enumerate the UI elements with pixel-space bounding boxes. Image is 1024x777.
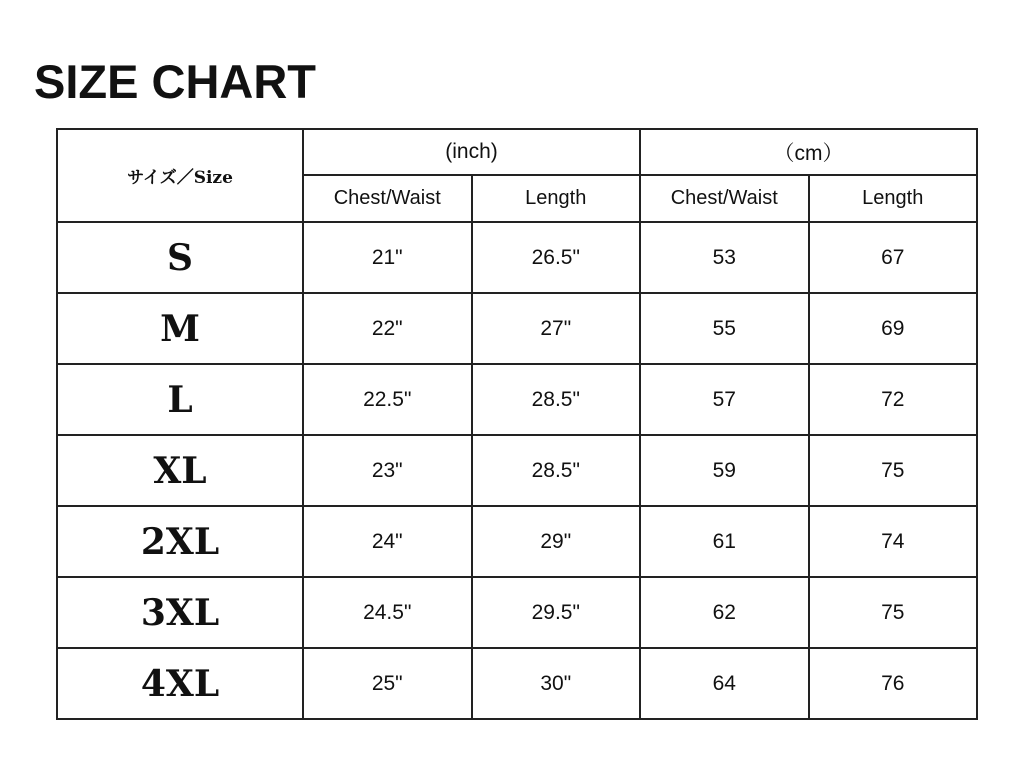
size-cell: 4XL (57, 648, 303, 719)
inch-length-cell: 26.5" (472, 222, 641, 293)
cm-group-header: （cm） (640, 129, 977, 175)
table-row (57, 364, 977, 435)
cm-chest-cell: 55 (640, 293, 809, 364)
inch-chest-cell: 25" (303, 648, 472, 719)
inch-chest-header: Chest/Waist (303, 175, 472, 222)
size-cell: L (57, 364, 303, 435)
inch-length-cell: 30" (472, 648, 641, 719)
table-row (57, 293, 977, 364)
inch-group-header: (inch) (303, 129, 640, 175)
table-row (57, 435, 977, 506)
inch-chest-cell: 21" (303, 222, 472, 293)
inch-length-cell: 28.5" (472, 435, 641, 506)
cm-length-cell: 69 (809, 293, 978, 364)
cm-length-cell: 67 (809, 222, 978, 293)
size-cell: S (57, 222, 303, 293)
size-cell: 2XL (57, 506, 303, 577)
page-title: SIZE CHART (34, 55, 316, 108)
cm-chest-cell: 61 (640, 506, 809, 577)
inch-length-cell: 29" (472, 506, 641, 577)
cm-length-cell: 75 (809, 435, 978, 506)
cm-chest-cell: 57 (640, 364, 809, 435)
cm-length-cell: 75 (809, 577, 978, 648)
size-column-header: サイズ／Size (57, 129, 303, 222)
cm-chest-header: Chest/Waist (640, 175, 809, 222)
size-cell: M (57, 293, 303, 364)
inch-chest-cell: 24.5" (303, 577, 472, 648)
inch-length-cell: 29.5" (472, 577, 641, 648)
inch-length-cell: 27" (472, 293, 641, 364)
size-cell: XL (57, 435, 303, 506)
cm-length-cell: 74 (809, 506, 978, 577)
size-cell: 3XL (57, 577, 303, 648)
table-row (57, 648, 977, 719)
cm-chest-cell: 59 (640, 435, 809, 506)
inch-chest-cell: 22" (303, 293, 472, 364)
cm-length-cell: 76 (809, 648, 978, 719)
inch-chest-cell: 24" (303, 506, 472, 577)
table-row (57, 577, 977, 648)
inch-length-cell: 28.5" (472, 364, 641, 435)
size-chart-table (56, 128, 978, 720)
cm-length-cell: 72 (809, 364, 978, 435)
table-row (57, 222, 977, 293)
cm-length-header: Length (809, 175, 978, 222)
header-row-groups (57, 129, 977, 175)
cm-chest-cell: 53 (640, 222, 809, 293)
inch-length-header: Length (472, 175, 641, 222)
inch-chest-cell: 23" (303, 435, 472, 506)
inch-chest-cell: 22.5" (303, 364, 472, 435)
cm-chest-cell: 62 (640, 577, 809, 648)
cm-chest-cell: 64 (640, 648, 809, 719)
table-row (57, 506, 977, 577)
